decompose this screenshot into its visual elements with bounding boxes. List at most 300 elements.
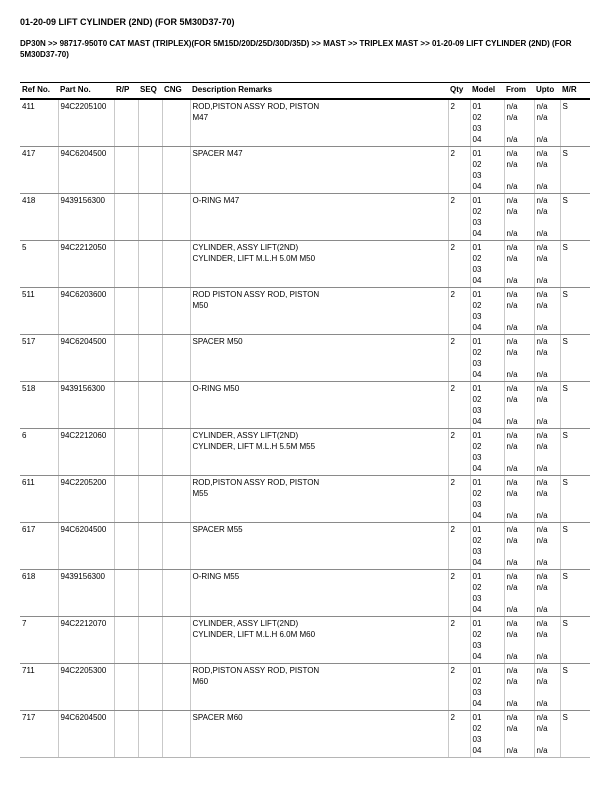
seq-cell [138,523,162,570]
model-cell [470,335,504,382]
ref-no-cell: 611 [20,476,58,523]
mr-cell: S [560,570,590,617]
upto-line: n/a [536,384,548,393]
from-cell [504,288,534,335]
from-line [507,734,532,745]
model-line: 02 [472,207,482,216]
model-line: 02 [472,395,482,404]
model-line: 04 [472,464,482,473]
model-line: 01 [472,619,482,628]
from-line [507,640,532,651]
upto-line [537,311,558,322]
upto-line: n/a [536,464,548,473]
from-line: n/a [506,619,518,628]
model-line: 04 [472,229,482,238]
model-line: 04 [472,511,482,520]
description-line: CYLINDER, LIFT M.L.H 5.5M M55 [192,442,316,451]
qty-cell: 2 [448,664,470,711]
table-row [20,711,590,758]
upto-line: n/a [536,630,548,639]
description-cell [190,664,448,711]
from-cell [504,147,534,194]
description-line: M60 [192,677,209,686]
upto-line: n/a [536,652,548,661]
from-cell [504,476,534,523]
description-line: CYLINDER, LIFT M.L.H 6.0M M60 [192,630,316,639]
cng-cell [162,382,190,429]
description-line: SPACER M50 [192,337,243,346]
upto-line: n/a [536,677,548,686]
part-no-cell: 94C2212070 [58,617,114,664]
table-row [20,99,590,147]
upto-line [537,499,558,510]
from-line: n/a [506,699,518,708]
upto-line: n/a [536,229,548,238]
qty-cell: 2 [448,99,470,147]
qty-cell: 2 [448,241,470,288]
from-line: n/a [506,102,518,111]
from-line: n/a [506,442,518,451]
description-line: CYLINDER, LIFT M.L.H 5.0M M50 [192,254,316,263]
from-line: n/a [506,489,518,498]
model-line: 01 [472,196,482,205]
description-cell [190,429,448,476]
model-cell [470,617,504,664]
model-line: 03 [472,124,482,133]
model-line: 02 [472,677,482,686]
upto-cell [534,99,560,147]
from-line: n/a [506,196,518,205]
from-line [507,123,532,134]
mr-cell: S [560,335,590,382]
upto-line [537,734,558,745]
description-line: SPACER M55 [192,525,243,534]
description-cell [190,523,448,570]
from-cell [504,194,534,241]
upto-line: n/a [536,724,548,733]
from-cell [504,429,534,476]
rp-cell [114,335,138,382]
cng-cell [162,99,190,147]
description-cell [190,288,448,335]
mr-cell: S [560,711,590,758]
rp-cell [114,617,138,664]
part-no-cell: 94C2212050 [58,241,114,288]
from-line: n/a [506,243,518,252]
upto-line [537,687,558,698]
description-line: M55 [192,489,209,498]
description-line: CYLINDER, ASSY LIFT(2ND) [192,243,299,252]
description-line: O-RING M55 [192,572,240,581]
seq-cell [138,288,162,335]
model-cell [470,476,504,523]
upto-line: n/a [536,619,548,628]
from-line: n/a [506,464,518,473]
upto-line [537,405,558,416]
from-cell [504,711,534,758]
rp-cell [114,288,138,335]
from-cell [504,241,534,288]
model-line: 01 [472,666,482,675]
seq-cell [138,664,162,711]
mr-cell: S [560,429,590,476]
description-cell [190,335,448,382]
column-header: SEQ [138,83,162,100]
from-line: n/a [506,666,518,675]
model-cell [470,382,504,429]
from-line [507,358,532,369]
upto-line: n/a [536,243,548,252]
from-line [507,687,532,698]
model-line: 03 [472,312,482,321]
model-line: 03 [472,453,482,462]
cng-cell [162,711,190,758]
upto-line: n/a [536,417,548,426]
mr-cell: S [560,99,590,147]
model-line: 04 [472,558,482,567]
seq-cell [138,241,162,288]
seq-cell [138,429,162,476]
model-cell [470,241,504,288]
description-line: SPACER M47 [192,149,243,158]
model-cell [470,194,504,241]
upto-line: n/a [536,182,548,191]
header-row [20,83,590,100]
description-line: CYLINDER, ASSY LIFT(2ND) [192,431,299,440]
qty-cell: 2 [448,429,470,476]
description-line: SPACER M60 [192,713,243,722]
from-line: n/a [506,348,518,357]
rp-cell [114,241,138,288]
from-line: n/a [506,630,518,639]
seq-cell [138,711,162,758]
upto-line [537,217,558,228]
cng-cell [162,288,190,335]
model-line: 03 [472,359,482,368]
upto-line [537,640,558,651]
model-line: 01 [472,337,482,346]
upto-line [537,593,558,604]
model-line: 02 [472,630,482,639]
column-header: CNG [162,83,190,100]
upto-cell [534,382,560,429]
table-row [20,288,590,335]
upto-cell [534,570,560,617]
part-no-cell: 94C2205200 [58,476,114,523]
part-no-cell: 9439156300 [58,382,114,429]
column-header: From [504,83,534,100]
qty-cell: 2 [448,711,470,758]
rp-cell [114,194,138,241]
upto-line: n/a [536,511,548,520]
column-header: Part No. [58,83,114,100]
mr-cell: S [560,476,590,523]
model-line: 03 [472,688,482,697]
model-line: 03 [472,641,482,650]
seq-cell [138,194,162,241]
table-row [20,664,590,711]
from-line: n/a [506,511,518,520]
upto-cell [534,711,560,758]
from-line: n/a [506,384,518,393]
seq-cell [138,382,162,429]
ref-no-cell: 418 [20,194,58,241]
model-line: 02 [472,254,482,263]
from-line: n/a [506,572,518,581]
part-no-cell: 94C6204500 [58,147,114,194]
from-line [507,217,532,228]
description-line: M47 [192,113,209,122]
page-title: 01-20-09 LIFT CYLINDER (2ND) (FOR 5M30D37-70) [20,17,235,27]
upto-cell [534,617,560,664]
from-line: n/a [506,135,518,144]
from-line: n/a [506,677,518,686]
description-cell [190,99,448,147]
ref-no-cell: 711 [20,664,58,711]
cng-cell [162,194,190,241]
upto-cell [534,288,560,335]
table-row [20,382,590,429]
model-line: 02 [472,489,482,498]
upto-cell [534,476,560,523]
from-line: n/a [506,558,518,567]
from-line: n/a [506,605,518,614]
upto-line: n/a [536,558,548,567]
from-cell [504,617,534,664]
model-line: 01 [472,149,482,158]
upto-line: n/a [536,442,548,451]
table-body [20,99,590,758]
model-line: 03 [472,735,482,744]
model-cell [470,99,504,147]
qty-cell: 2 [448,288,470,335]
ref-no-cell: 411 [20,99,58,147]
upto-line [537,170,558,181]
model-line: 02 [472,442,482,451]
table-row [20,523,590,570]
qty-cell: 2 [448,194,470,241]
upto-line: n/a [536,348,548,357]
upto-cell [534,335,560,382]
column-header: Qty [448,83,470,100]
mr-cell: S [560,288,590,335]
cng-cell [162,570,190,617]
upto-line: n/a [536,254,548,263]
model-line: 02 [472,536,482,545]
from-line: n/a [506,713,518,722]
upto-line: n/a [536,478,548,487]
model-line: 01 [472,525,482,534]
model-line: 01 [472,713,482,722]
mr-cell: S [560,241,590,288]
upto-line [537,123,558,134]
ref-no-cell: 518 [20,382,58,429]
from-line: n/a [506,724,518,733]
upto-cell [534,429,560,476]
description-cell [190,147,448,194]
description-cell [190,194,448,241]
from-line: n/a [506,323,518,332]
part-no-cell: 94C2205100 [58,99,114,147]
cng-cell [162,664,190,711]
upto-line: n/a [536,713,548,722]
rp-cell [114,429,138,476]
from-cell [504,335,534,382]
column-header: R/P [114,83,138,100]
cng-cell [162,241,190,288]
model-line: 02 [472,160,482,169]
model-line: 03 [472,500,482,509]
model-line: 01 [472,102,482,111]
rp-cell [114,523,138,570]
ref-no-cell: 511 [20,288,58,335]
mr-cell: S [560,523,590,570]
rp-cell [114,664,138,711]
description-cell [190,570,448,617]
model-line: 01 [472,384,482,393]
column-header: Description Remarks [190,83,448,100]
from-line [507,311,532,322]
upto-cell [534,194,560,241]
description-line: ROD,PISTON ASSY ROD, PISTON [192,666,320,675]
column-header: Ref No. [20,83,58,100]
part-no-cell: 94C6204500 [58,711,114,758]
model-line: 02 [472,348,482,357]
seq-cell [138,570,162,617]
upto-line: n/a [536,160,548,169]
description-line: ROD PISTON ASSY ROD, PISTON [192,290,320,299]
from-line: n/a [506,536,518,545]
from-line [507,546,532,557]
ref-no-cell: 6 [20,429,58,476]
part-no-cell: 94C6203600 [58,288,114,335]
upto-cell [534,241,560,288]
part-no-cell: 94C6204500 [58,523,114,570]
model-line: 02 [472,724,482,733]
from-line [507,593,532,604]
ref-no-cell: 618 [20,570,58,617]
seq-cell [138,476,162,523]
seq-cell [138,99,162,147]
qty-cell: 2 [448,617,470,664]
from-line: n/a [506,290,518,299]
model-line: 04 [472,276,482,285]
rp-cell [114,99,138,147]
table-row [20,147,590,194]
from-line: n/a [506,254,518,263]
table-row [20,335,590,382]
part-no-cell: 9439156300 [58,570,114,617]
upto-line: n/a [536,699,548,708]
part-no-cell: 9439156300 [58,194,114,241]
upto-cell [534,523,560,570]
model-cell [470,570,504,617]
upto-line: n/a [536,536,548,545]
qty-cell: 2 [448,147,470,194]
upto-line: n/a [536,196,548,205]
cng-cell [162,523,190,570]
upto-line: n/a [536,135,548,144]
upto-line: n/a [536,572,548,581]
from-line [507,452,532,463]
description-cell [190,617,448,664]
from-cell [504,523,534,570]
description-line: CYLINDER, ASSY LIFT(2ND) [192,619,299,628]
table-header [20,83,590,100]
upto-line: n/a [536,431,548,440]
model-cell [470,429,504,476]
upto-line: n/a [536,276,548,285]
model-line: 01 [472,431,482,440]
table-row [20,194,590,241]
from-line: n/a [506,525,518,534]
part-no-cell: 94C2212060 [58,429,114,476]
from-line [507,405,532,416]
description-line: M50 [192,301,209,310]
mr-cell: S [560,147,590,194]
rp-cell [114,382,138,429]
model-line: 03 [472,406,482,415]
description-line: ROD,PISTON ASSY ROD, PISTON [192,478,320,487]
from-cell [504,570,534,617]
upto-line [537,452,558,463]
upto-line: n/a [536,207,548,216]
description-line: O-RING M47 [192,196,240,205]
upto-line: n/a [536,301,548,310]
from-cell [504,664,534,711]
from-cell [504,382,534,429]
cng-cell [162,147,190,194]
column-header: M/R [560,83,590,100]
from-line: n/a [506,149,518,158]
model-line: 02 [472,113,482,122]
upto-line [537,264,558,275]
qty-cell: 2 [448,476,470,523]
description-cell [190,711,448,758]
column-header: Model [470,83,504,100]
model-line: 04 [472,135,482,144]
table-row [20,570,590,617]
model-line: 01 [472,290,482,299]
table-row [20,429,590,476]
upto-line: n/a [536,290,548,299]
ref-no-cell: 417 [20,147,58,194]
model-line: 02 [472,583,482,592]
parts-table [20,82,590,758]
mr-cell: S [560,194,590,241]
upto-line: n/a [536,605,548,614]
model-cell [470,147,504,194]
model-line: 04 [472,652,482,661]
from-line [507,499,532,510]
from-line: n/a [506,301,518,310]
upto-line: n/a [536,583,548,592]
from-cell [504,99,534,147]
upto-line: n/a [536,525,548,534]
upto-line: n/a [536,746,548,755]
cng-cell [162,335,190,382]
cng-cell [162,476,190,523]
rp-cell [114,147,138,194]
model-line: 04 [472,323,482,332]
model-line: 03 [472,265,482,274]
upto-cell [534,664,560,711]
model-line: 02 [472,301,482,310]
mr-cell: S [560,617,590,664]
model-line: 04 [472,370,482,379]
table-row [20,617,590,664]
rp-cell [114,711,138,758]
